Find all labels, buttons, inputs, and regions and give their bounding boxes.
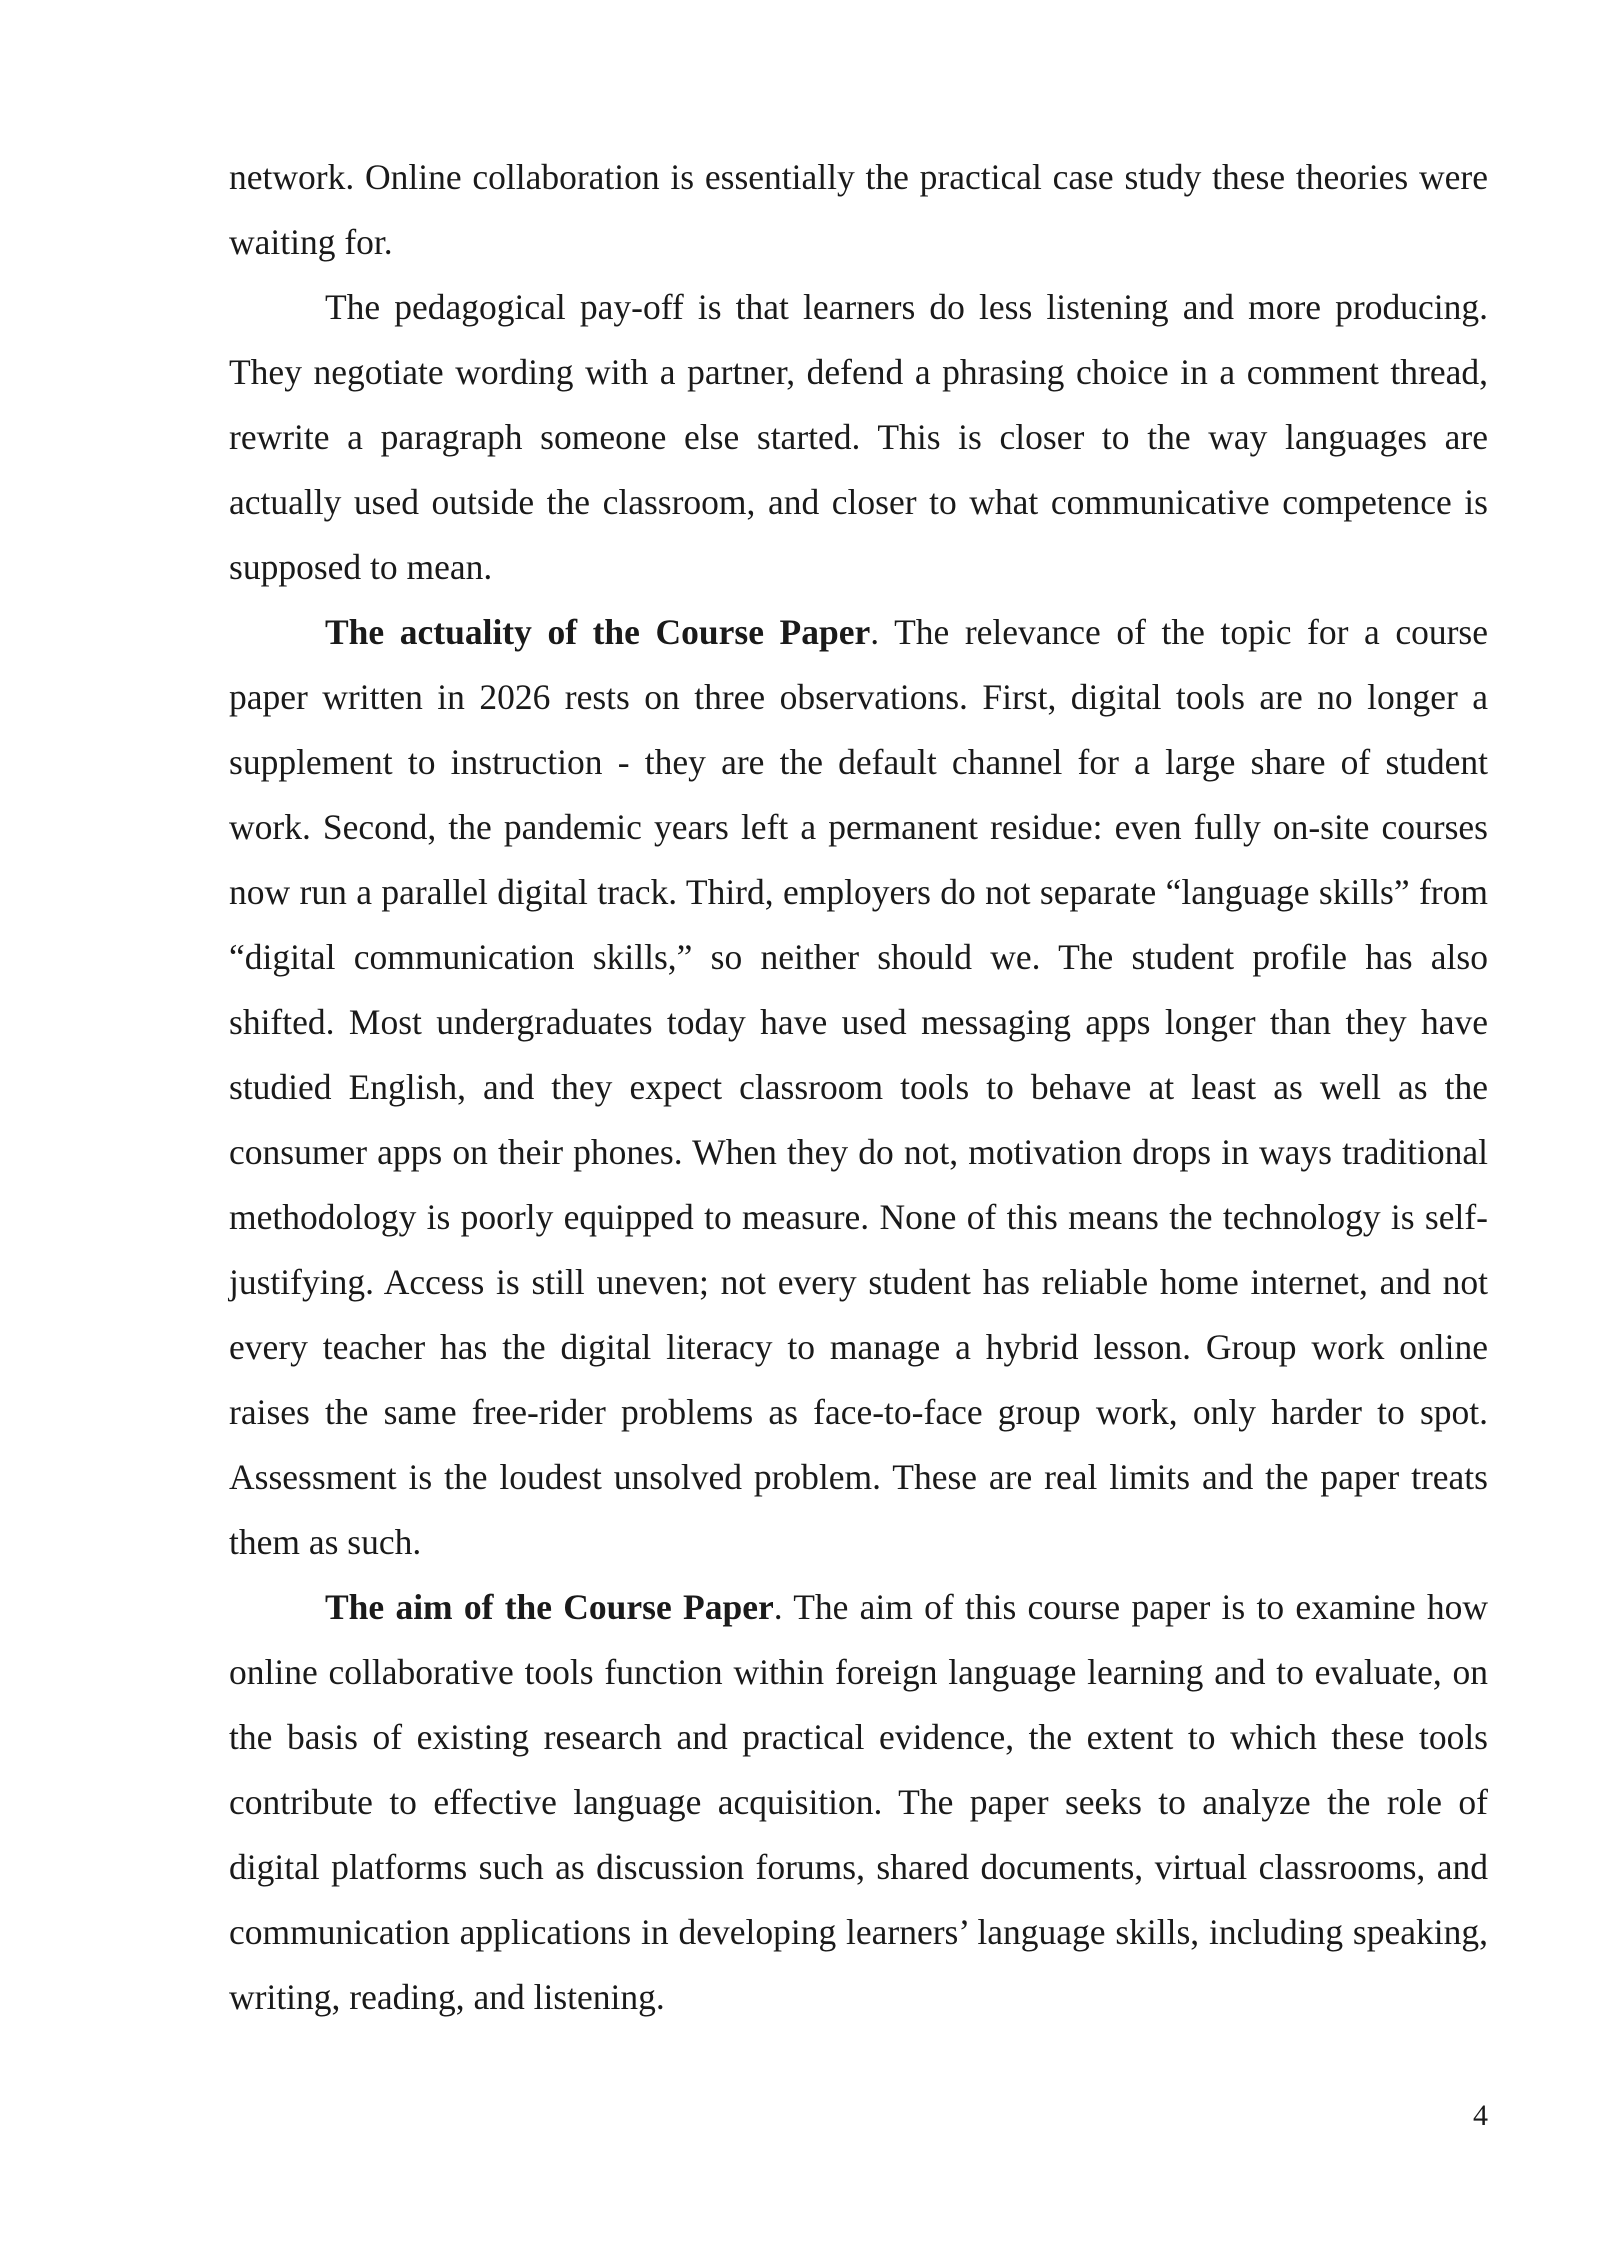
paragraph-continuation	[229, 145, 1488, 275]
section-heading-actuality: The actuality of the Course Paper	[325, 612, 871, 652]
section-heading-aim: The aim of the Course Paper	[325, 1587, 774, 1627]
document-body	[229, 145, 1488, 2030]
paragraph-aim	[229, 1575, 1488, 2030]
paragraph-text: . The aim of this course paper is to examine how online collaborative tools function within foreign language learning and to evaluate, on the basis of existing research and practical evidence, the extent to which these tools contribute to effective language acquisition. The paper seeks to analyze the role of digital platforms such as discussion forums, shared documents, virtual classrooms, and communication applications in developing learners’ language skills, including speaking, writing, reading, and listening.	[229, 1587, 1488, 2017]
paragraph-text: . The relevance of the topic for a course paper written in 2026 rests on three observations. First, digital tools are no longer a supplement to instruction - they are the default channel for a large share of student work. Second, the pandemic years left a permanent residue: even fully on-site courses now run a parallel digital track. Third, employers do not separate “language skills” from “digital communication skills,” so neither should we. The student profile has also shifted. Most undergraduates today have used messaging apps longer than they have studied English, and they expect classroom tools to behave at least as well as the consumer apps on their phones. When they do not, motivation drops in ways traditional methodology is poorly equipped to measure. None of this means the technology is self-justifying. Access is still uneven; not every student has reliable home internet, and not every teacher has the digital literacy to manage a hybrid lesson. Group work online raises the same free-rider problems as face-to-face group work, only harder to spot. Assessment is the loudest unsolved problem. These are real limits and the paper treats them as such.	[229, 612, 1489, 1562]
paragraph-pedagogical-payoff	[229, 275, 1488, 600]
paragraph-text: network. Online collaboration is essentially the practical case study these theories were waiting for.	[229, 157, 1488, 262]
paragraph-actuality	[229, 600, 1488, 1575]
page-number: 4	[1473, 2099, 1488, 2132]
paragraph-text: The pedagogical pay-off is that learners do less listening and more producing. They negotiate wording with a partner, defend a phrasing choice in a comment thread, rewrite a paragraph someone else started. This is closer to the way languages are actually used outside the classroom, and closer to what communicative competence is supposed to mean.	[229, 287, 1488, 587]
